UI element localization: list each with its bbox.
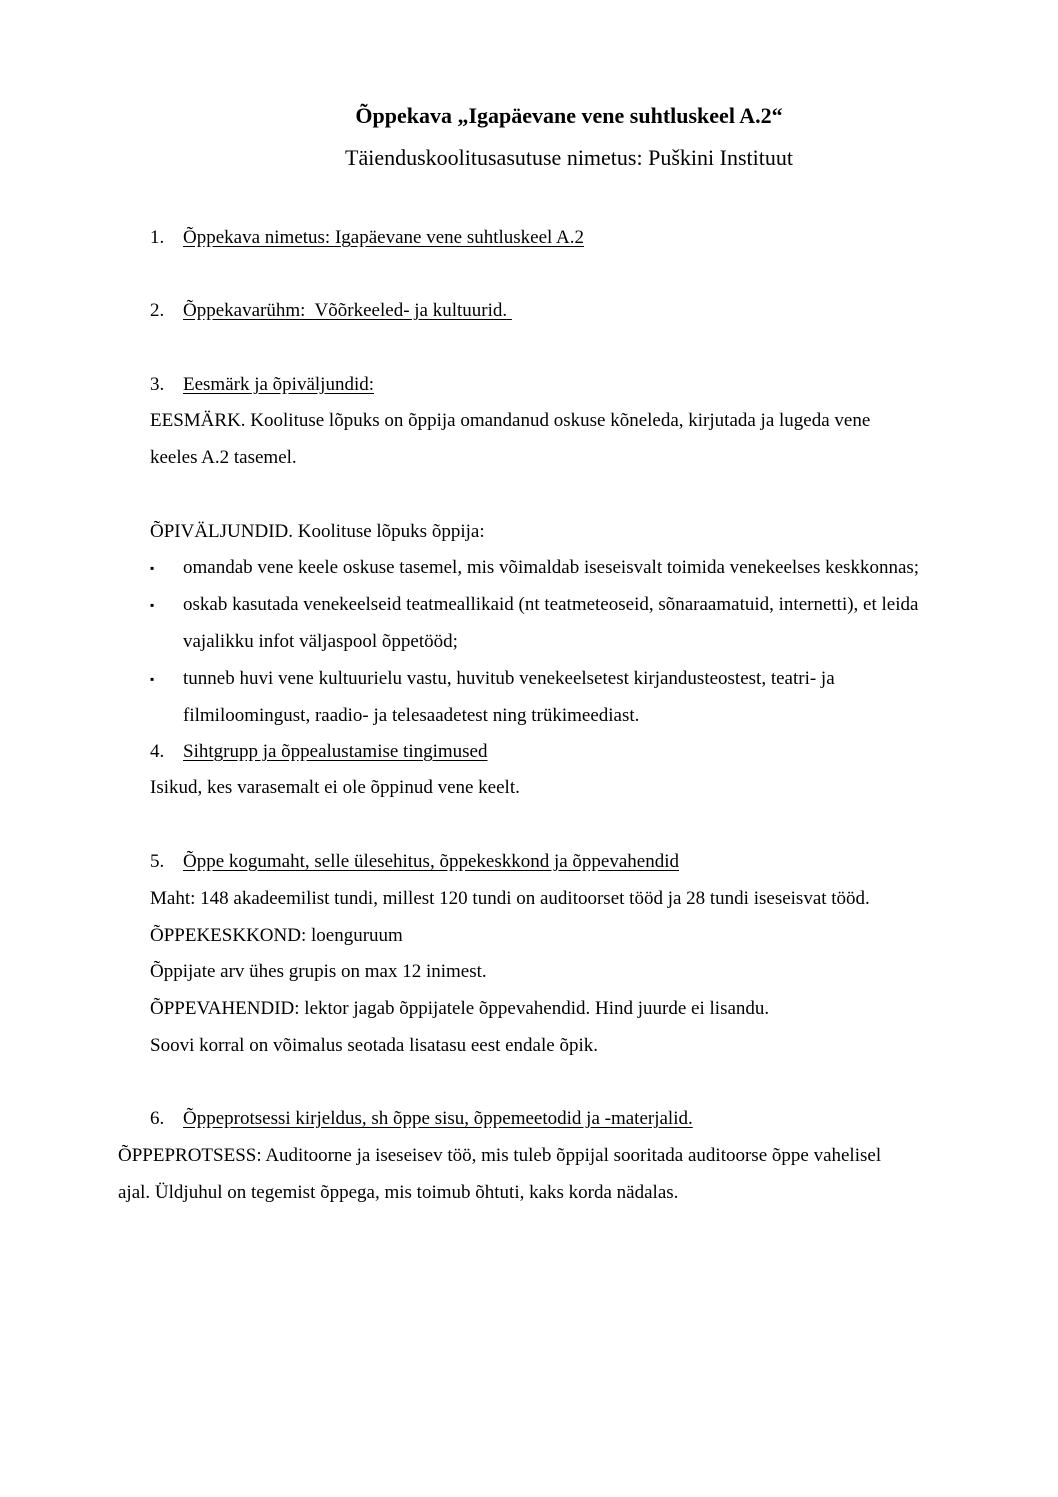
document-title: Õppekava „Igapäevane vene suhtluskeel A.2“: [355, 103, 783, 128]
process-text: ajal. Üldjuhul on tegemist õppega, mis toimub õhtuti, kaks korda nädalas.: [118, 1182, 679, 1203]
target-group-text: Isikud, kes varasemalt ei ole õppinud vene keelt.: [150, 777, 520, 798]
document-subtitle: Täienduskoolitusasutuse nimetus: Puškini Instituut: [345, 145, 793, 170]
section-heading: Õppekava nimetus: Igapäevane vene suhtluskeel A.2: [183, 227, 584, 248]
section-number: 3.: [150, 374, 165, 395]
section-number: 6.: [150, 1108, 165, 1129]
volume-line: Õppijate arv ühes grupis on max 12 inimest.: [150, 961, 487, 982]
section-number: 4.: [150, 741, 165, 762]
outcome-item: tunneb huvi vene kultuurielu vastu, huvitub venekeelsetest kirjandusteostest, teatri- ja: [183, 668, 835, 689]
process-text: ÕPPEPROTSESS: Auditoorne ja iseseisev töö, mis tuleb õppijal sooritada auditoorse õppe vahelisel: [118, 1145, 882, 1166]
section-number: 2.: [150, 300, 165, 321]
volume-line: ÕPPEVAHENDID: lektor jagab õppijatele õppevahendid. Hind juurde ei lisandu.: [150, 998, 770, 1019]
section-heading: Õppeprotsessi kirjeldus, sh õppe sisu, õppemeetodid ja -materjalid.: [183, 1108, 693, 1129]
outcome-item: oskab kasutada venekeelseid teatmeallikaid (nt teatmeteoseid, sõnaraamatuid, internetti), et leida: [183, 594, 919, 615]
volume-line: ÕPPEKESKKOND: loenguruum: [150, 925, 403, 946]
bullet-icon: ▪: [150, 561, 155, 575]
outcome-item: omandab vene keele oskuse tasemel, mis võimaldab iseseisvalt toimida venekeelses keskkonnas;: [183, 557, 920, 578]
outcomes-intro: ÕPIVÄLJUNDID. Koolituse lõpuks õppija:: [150, 521, 485, 542]
goal-text: EESMÄRK. Koolituse lõpuks on õppija omandanud oskuse kõneleda, kirjutada ja lugeda vene: [150, 410, 871, 431]
volume-line: Maht: 148 akadeemilist tundi, millest 120 tundi on auditoorset tööd ja 28 tundi iseseisvat tööd.: [150, 888, 870, 909]
goal-text: keeles A.2 tasemel.: [150, 447, 297, 468]
bullet-icon: ▪: [150, 598, 155, 612]
outcome-item-continued: filmiloomingust, raadio- ja telesaadetest ning trükimeediast.: [183, 705, 640, 726]
section-heading: Eesmärk ja õpiväljundid:: [183, 374, 375, 395]
bullet-icon: ▪: [150, 672, 155, 686]
outcome-item-continued: vajalikku infot väljaspool õppetööd;: [183, 631, 458, 652]
section-number: 5.: [150, 851, 165, 872]
section-heading: Õppe kogumaht, selle ülesehitus, õppekeskkond ja õppevahendid: [183, 851, 680, 872]
volume-line: Soovi korral on võimalus seotada lisatasu eest endale õpik.: [150, 1035, 598, 1056]
section-heading: Sihtgrupp ja õppealustamise tingimused: [183, 741, 488, 762]
section-heading: Õppekavarühm: Võõrkeeled- ja kultuurid.: [183, 300, 512, 321]
section-number: 1.: [150, 227, 165, 248]
